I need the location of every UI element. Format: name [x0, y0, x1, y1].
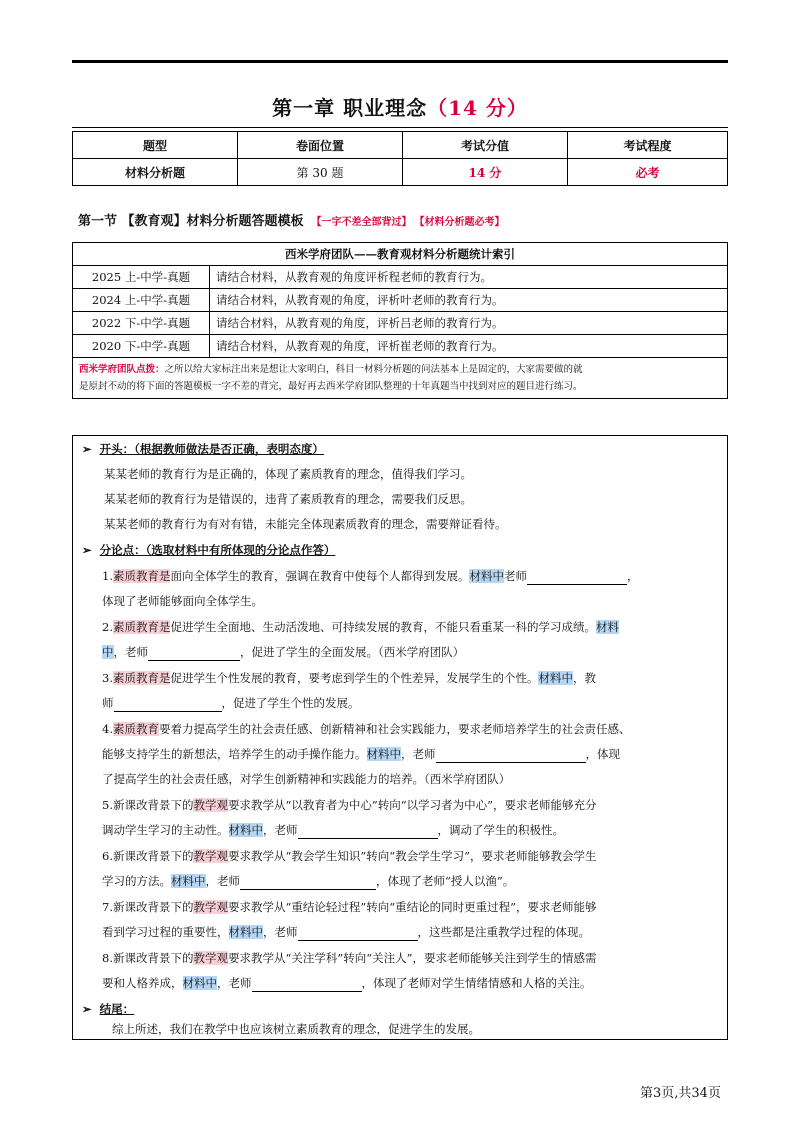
ending-heading: [82, 1000, 704, 1018]
point-text: ，老师: [263, 823, 298, 837]
highlight-material: 材料中: [228, 823, 263, 837]
index-row: [73, 266, 728, 289]
chapter-title: [0, 92, 800, 121]
chapter-points: （14 分）: [427, 96, 528, 120]
point-7-line-2: [102, 923, 724, 941]
note-line-2: 是原封不动的将下面的答题模板一字不差的背完，最好再去西米学府团队整理的十年真题当中找到对应的题目进行练习。: [79, 381, 583, 392]
exam-info-header-row: [73, 132, 728, 159]
point-text: ，老师: [113, 645, 148, 659]
chapter-title-text: 第一章 职业理念: [272, 96, 428, 120]
section-tag-required: 【材料分析题必考】: [419, 217, 505, 228]
point-1-line-1: [102, 567, 724, 585]
point-text: ，促进了学生的全面发展。（西米学府团队）: [240, 645, 465, 659]
point-8-line-1: [102, 949, 724, 967]
page-number: 第3页,共34页: [640, 1086, 721, 1101]
point-text: ，调动了学生的积极性。: [437, 823, 564, 837]
point-text: 促进学生个性发展的教育，要考虑到学生的个性差异，发展学生的个性。: [170, 671, 539, 685]
fill-blank: [298, 927, 418, 941]
index-row: [73, 335, 728, 358]
cell-score: 14 分: [403, 159, 568, 186]
question-index-table: [72, 242, 728, 399]
point-text: 5.新课改背景下的: [102, 798, 194, 812]
point-text: 看到学习过程的重要性，: [102, 925, 229, 939]
highlight-material: 材料中: [171, 874, 206, 888]
point-text: 7.新课改背景下的: [102, 900, 194, 914]
point-text: ，这些都是注重教学过程的体现。: [417, 925, 590, 939]
point-number: 1.: [102, 569, 113, 583]
arrow-bullet-icon: ➢: [82, 543, 92, 557]
point-text: 能够支持学生的新想法，培养学生的动手操作能力。: [102, 747, 367, 761]
point-text: 调动学生学习的主动性。: [102, 823, 229, 837]
opening-line: 某某老师的教育行为是正确的，体现了素质教育的理念，值得我们学习。: [104, 467, 472, 481]
highlight-concept: 教学观: [193, 798, 228, 812]
index-table-title: 西米学府团队——教育观材料分析题统计索引: [73, 243, 728, 266]
ending-heading-text: 结尾：: [99, 1002, 135, 1016]
fill-blank: [114, 698, 222, 712]
cell-exam-level: 必考: [568, 159, 728, 186]
point-3-line-2: [102, 694, 724, 712]
fill-blank: [436, 749, 586, 763]
point-text: 老师: [503, 569, 527, 583]
point-number: 2.: [102, 620, 113, 634]
fill-blank: [148, 647, 240, 661]
highlight-material: 材料中: [469, 569, 504, 583]
point-text: 面向全体学生的教育，强调在教育中使每个人都得到发展。: [170, 569, 470, 583]
point-text: ，: [626, 569, 639, 583]
arrow-bullet-icon: ➢: [82, 442, 92, 456]
highlight-concept: 素质教育是: [112, 671, 171, 685]
point-text: 师: [102, 696, 114, 710]
note-lead: 西米学府团队点拨：: [79, 364, 165, 375]
highlight-material: 材料中: [182, 976, 217, 990]
point-number: 3.: [102, 671, 113, 685]
point-text: 要着力提高学生的社会责任感、创新精神和社会实践能力，要求老师培养学生的社会责任感、: [158, 722, 631, 736]
point-2-line-2: [102, 643, 724, 661]
arrow-bullet-icon: ➢: [82, 1002, 92, 1016]
highlight-material: 材料中: [366, 747, 401, 761]
highlight-material: 材料中: [538, 671, 573, 685]
highlight-concept: 教学观: [193, 900, 228, 914]
point-5-line-2: [102, 821, 724, 839]
point-4-line-3: 了提高学生的社会责任感，对学生创新精神和实践能力的培养。（西米学府团队）: [102, 772, 511, 786]
point-text: ，促进了学生个性的发展。: [221, 696, 360, 710]
point-6-line-1: [102, 847, 724, 865]
exam-info-table: [72, 131, 728, 186]
exam-info-row: [73, 159, 728, 186]
point-text: ，老师: [401, 747, 436, 761]
opening-line: 某某老师的教育行为有对有错，未能完全体现素质教育的理念，需要辩证看待。: [104, 517, 507, 531]
section-tag-memorize: 【一字不差全部背过】: [311, 217, 412, 228]
index-question-cell: 请结合材料，从教育观的角度，评析叶老师的教育行为。: [210, 289, 728, 312]
index-question-cell: 请结合材料，从教育观的角度评析程老师的教育行为。: [210, 266, 728, 289]
point-text: 8.新课改背景下的: [102, 951, 194, 965]
point-text: 要求教学从“教会学生知识”转向“教会学生学习”，要求老师能够教会学生: [227, 849, 597, 863]
opening-line: 某某老师的教育行为是错误的，违背了素质教育的理念，需要我们反思。: [104, 492, 472, 506]
highlight-concept: 教学观: [193, 951, 228, 965]
index-exam-cell: 2022 下-中学-真题: [73, 312, 210, 335]
header-paper-position: 卷面位置: [238, 132, 403, 159]
fill-blank: [527, 571, 627, 585]
section-title: 第一节 【教育观】材料分析题答题模板: [78, 214, 304, 229]
cell-question-type: 材料分析题: [73, 159, 238, 186]
point-text: ，老师: [217, 976, 252, 990]
points-heading: [82, 541, 704, 559]
fill-blank: [298, 825, 438, 839]
header-score: 考试分值: [403, 132, 568, 159]
top-rule: [72, 60, 728, 63]
index-question-cell: 请结合材料，从教育观的角度，评析吕老师的教育行为。: [210, 312, 728, 335]
opening-heading-text: 开头：（根据教师做法是否正确，表明态度）: [99, 442, 324, 456]
point-7-line-1: [102, 898, 724, 916]
highlight-concept: 教学观: [193, 849, 228, 863]
point-text: ，体现: [585, 747, 620, 761]
index-note: [73, 358, 728, 399]
point-text: 促进学生全面地、生动活泼地、可持续发展的教育，不能只看重某一科的学习成绩。: [170, 620, 596, 634]
point-text: ，老师: [263, 925, 298, 939]
header-question-type: 题型: [73, 132, 238, 159]
point-3-line-1: [102, 669, 724, 687]
note-line-1: 之所以给大家标注出来是想让大家明白，科目一材料分析题的问法基本上是固定的，大家需要做的就: [164, 364, 583, 375]
point-text: ，老师: [205, 874, 240, 888]
index-title-row: [73, 243, 728, 266]
point-text: 学习的方法。: [102, 874, 171, 888]
point-number: 4.: [102, 722, 113, 736]
fill-blank: [240, 876, 376, 890]
point-text: ，体现了老师对学生情绪情感和人格的关注。: [361, 976, 592, 990]
point-text: 6.新课改背景下的: [102, 849, 194, 863]
point-5-line-1: [102, 796, 724, 814]
point-text: ，体现了老师“授人以渔”。: [376, 874, 515, 888]
point-text: ，教: [572, 671, 596, 685]
fill-blank: [252, 978, 362, 992]
point-2-line-1: [102, 618, 724, 636]
highlight-material: 材料中: [228, 925, 263, 939]
index-row: [73, 312, 728, 335]
index-note-row: [73, 358, 728, 399]
point-8-line-2: [102, 974, 724, 992]
index-row: [73, 289, 728, 312]
title-rule: [72, 127, 728, 128]
highlight-material: 中: [102, 645, 114, 659]
point-6-line-2: [102, 872, 724, 890]
highlight-concept: 素质教育: [112, 722, 159, 736]
highlight-material: 材料: [595, 620, 619, 634]
point-text: 要求教学从“关注学科”转向“关注人”，要求老师能够关注到学生的情感需: [227, 951, 597, 965]
section-heading: [78, 210, 505, 229]
index-exam-cell: 2020 下-中学-真题: [73, 335, 210, 358]
point-text: 要求教学从“重结论轻过程”转向“重结论的同时更重过程”，要求老师能够: [227, 900, 597, 914]
point-text: 要和人格养成，: [102, 976, 183, 990]
point-4-line-1: [102, 720, 724, 738]
index-question-cell: 请结合材料，从教育观的角度，评析崔老师的教育行为。: [210, 335, 728, 358]
ending-line: 综上所述，我们在教学中也应该树立素质教育的理念，促进学生的发展。: [112, 1022, 480, 1036]
cell-paper-position: 第 30 题: [238, 159, 403, 186]
point-1-line-2: 体现了老师能够面向全体学生。: [102, 594, 263, 608]
opening-heading: [82, 440, 704, 458]
points-heading-text: 分论点：（选取材料中有所体现的分论点作答）: [99, 543, 336, 557]
index-exam-cell: 2024 上-中学-真题: [73, 289, 210, 312]
highlight-concept: 素质教育是: [112, 569, 171, 583]
index-exam-cell: 2025 上-中学-真题: [73, 266, 210, 289]
highlight-concept: 素质教育是: [112, 620, 171, 634]
point-4-line-2: [102, 745, 724, 763]
point-text: 要求教学从“以教育者为中心”转向“以学习者为中心”，要求老师能够充分: [227, 798, 597, 812]
header-exam-level: 考试程度: [568, 132, 728, 159]
